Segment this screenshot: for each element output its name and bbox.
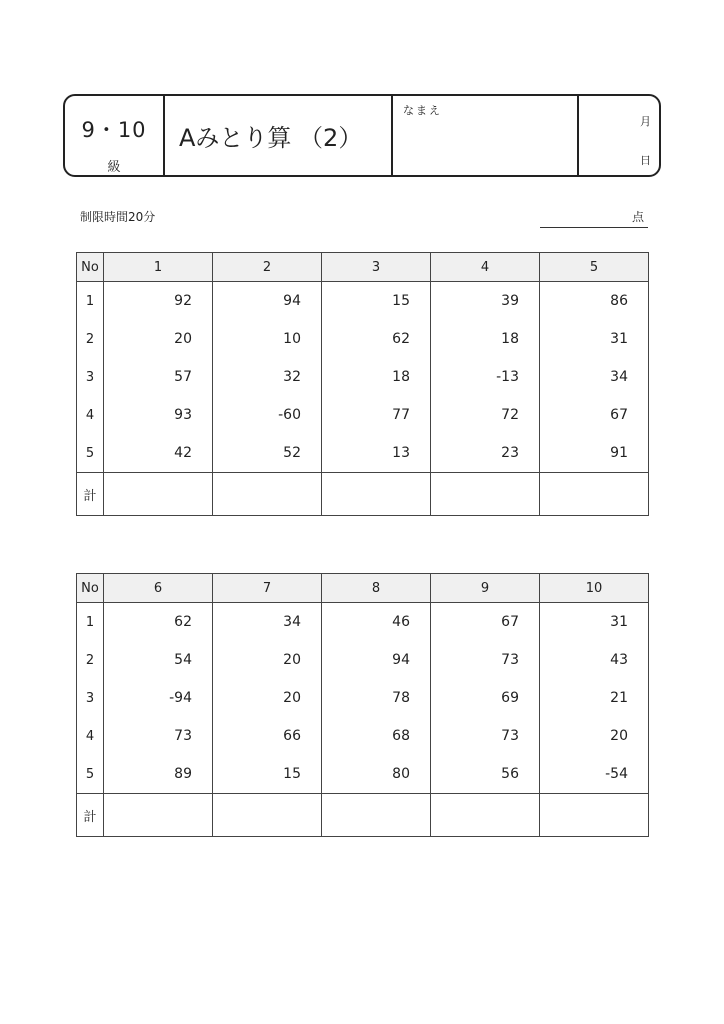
table-row	[77, 358, 649, 396]
cell-value: -54	[540, 755, 649, 794]
answer-cell[interactable]	[213, 473, 322, 516]
cell-value: 62	[322, 320, 431, 358]
column-header: 8	[322, 574, 431, 603]
cell-value: 39	[431, 282, 540, 321]
answer-cell[interactable]	[540, 794, 649, 837]
cell-value: 57	[104, 358, 213, 396]
row-number: 2	[77, 641, 104, 679]
cell-value: 34	[540, 358, 649, 396]
row-number: 3	[77, 358, 104, 396]
cell-value: 78	[322, 679, 431, 717]
month-label: 月	[640, 115, 651, 128]
cell-value: 67	[540, 396, 649, 434]
worksheet-header	[63, 94, 661, 177]
cell-value: 68	[322, 717, 431, 755]
cell-value: 73	[104, 717, 213, 755]
cell-value: 42	[104, 434, 213, 473]
day-label: 日	[640, 154, 651, 167]
cell-value: 20	[213, 679, 322, 717]
table-row	[77, 282, 649, 321]
row-number: 1	[77, 282, 104, 321]
cell-value: 15	[322, 282, 431, 321]
answer-cell[interactable]	[104, 473, 213, 516]
table-row	[77, 679, 649, 717]
answer-cell[interactable]	[213, 794, 322, 837]
cell-value: 10	[213, 320, 322, 358]
answer-cell[interactable]	[322, 473, 431, 516]
cell-value: 72	[431, 396, 540, 434]
problem-table-1	[76, 252, 649, 516]
column-header: 7	[213, 574, 322, 603]
row-number: 2	[77, 320, 104, 358]
cell-value: 92	[104, 282, 213, 321]
cell-value: 56	[431, 755, 540, 794]
cell-value: 91	[540, 434, 649, 473]
total-label: 計	[77, 794, 104, 837]
cell-value: 73	[431, 641, 540, 679]
cell-value: 73	[431, 717, 540, 755]
cell-value: 94	[322, 641, 431, 679]
cell-value: 15	[213, 755, 322, 794]
grade-unit: 級	[107, 160, 121, 175]
answer-cell[interactable]	[431, 794, 540, 837]
cell-value: 69	[431, 679, 540, 717]
cell-value: 54	[104, 641, 213, 679]
column-header: 3	[322, 253, 431, 282]
cell-value: 93	[104, 396, 213, 434]
answer-cell[interactable]	[540, 473, 649, 516]
cell-value: 89	[104, 755, 213, 794]
grade-box	[65, 96, 165, 175]
column-header: 6	[104, 574, 213, 603]
column-header: 9	[431, 574, 540, 603]
cell-value: 31	[540, 603, 649, 642]
table-row	[77, 717, 649, 755]
score-label: 点	[631, 210, 644, 224]
time-limit: 制限時間20分	[80, 210, 156, 224]
score-field[interactable]	[540, 205, 648, 228]
table-row	[77, 320, 649, 358]
cell-value: 43	[540, 641, 649, 679]
name-field[interactable]	[393, 96, 579, 175]
table-row	[77, 396, 649, 434]
cell-value: 23	[431, 434, 540, 473]
column-header: 5	[540, 253, 649, 282]
row-number: 3	[77, 679, 104, 717]
cell-value: 62	[104, 603, 213, 642]
total-row	[77, 473, 649, 516]
total-row	[77, 794, 649, 837]
cell-value: 67	[431, 603, 540, 642]
name-label: なまえ	[403, 104, 442, 117]
table-row	[77, 641, 649, 679]
answer-cell[interactable]	[431, 473, 540, 516]
column-header: 1	[104, 253, 213, 282]
no-header: No	[77, 253, 104, 282]
cell-value: 21	[540, 679, 649, 717]
column-header: 10	[540, 574, 649, 603]
cell-value: 52	[213, 434, 322, 473]
cell-value: 32	[213, 358, 322, 396]
cell-value: 34	[213, 603, 322, 642]
cell-value: 46	[322, 603, 431, 642]
cell-value: 94	[213, 282, 322, 321]
total-label: 計	[77, 473, 104, 516]
cell-value: -94	[104, 679, 213, 717]
answer-cell[interactable]	[104, 794, 213, 837]
cell-value: 13	[322, 434, 431, 473]
cell-value: -13	[431, 358, 540, 396]
column-header: 4	[431, 253, 540, 282]
row-number: 4	[77, 396, 104, 434]
cell-value: 20	[104, 320, 213, 358]
cell-value: 18	[431, 320, 540, 358]
cell-value: 77	[322, 396, 431, 434]
cell-value: 20	[213, 641, 322, 679]
row-number: 5	[77, 755, 104, 794]
no-header: No	[77, 574, 104, 603]
cell-value: 18	[322, 358, 431, 396]
table-row	[77, 434, 649, 473]
grade-level: 9・10	[81, 118, 147, 142]
cell-value: 31	[540, 320, 649, 358]
table-header-row	[77, 253, 649, 282]
cell-value: 86	[540, 282, 649, 321]
answer-cell[interactable]	[322, 794, 431, 837]
table-row	[77, 603, 649, 642]
cell-value: 20	[540, 717, 649, 755]
date-field[interactable]	[579, 96, 659, 175]
cell-value: 66	[213, 717, 322, 755]
cell-value: -60	[213, 396, 322, 434]
table-row	[77, 755, 649, 794]
table-header-row	[77, 574, 649, 603]
row-number: 4	[77, 717, 104, 755]
row-number: 1	[77, 603, 104, 642]
row-number: 5	[77, 434, 104, 473]
worksheet-title: Aみとり算 （2）	[165, 96, 393, 175]
cell-value: 80	[322, 755, 431, 794]
column-header: 2	[213, 253, 322, 282]
problem-table-2	[76, 573, 649, 837]
